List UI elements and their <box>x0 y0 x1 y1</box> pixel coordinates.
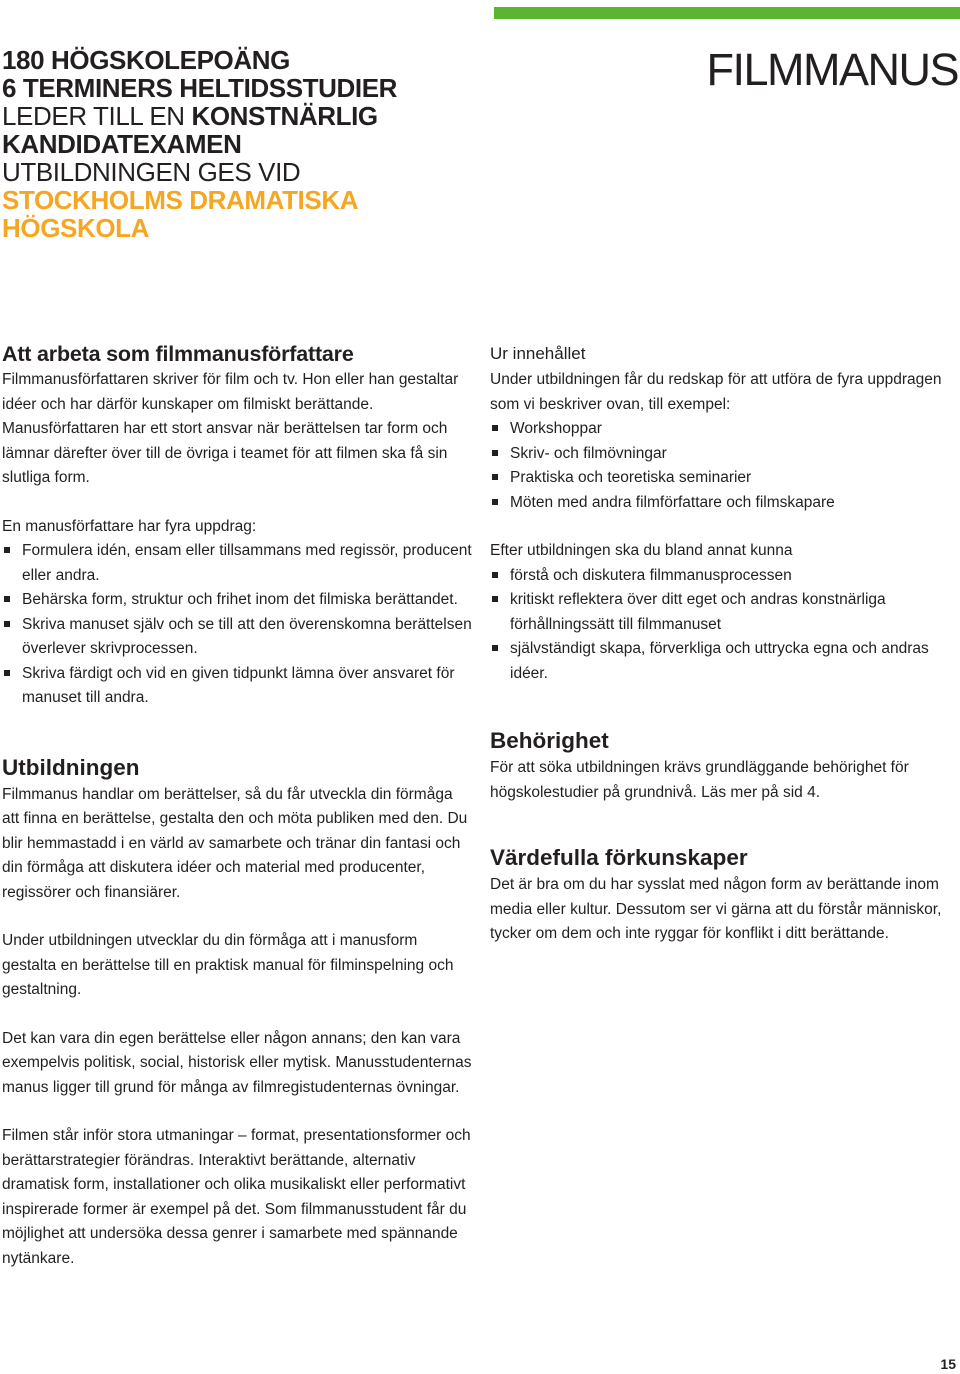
accent-bar <box>494 7 960 19</box>
list-item: förstå och diskutera filmmanusprocessen <box>490 564 958 589</box>
section-heading-prior-knowledge: Värdefulla förkunskaper <box>490 845 748 870</box>
section-paragraph: Filmen står inför stora utmaningar – format, presentationsformer och berättarstrategier förändras. Interaktivt berättande, alternativ dramatisk form, installationer och olika musikaliskt eller performativt inspirerade former är exempel på det. Som filmmanusstudent får du möjlighet att undersöka dessa genrer i samarbete med spännande nytänkare. <box>2 1127 471 1267</box>
school-name-line-2: HÖGSKOLA <box>2 213 150 243</box>
degree-line <box>2 102 462 130</box>
list-item: Möten med andra filmförfattare och filmskapare <box>490 491 958 516</box>
list-item: kritiskt reflektera över ditt eget och andras konstnärliga förhållningssätt till filmmanuset <box>490 588 958 637</box>
list-item: Skriv- och filmövningar <box>490 442 958 467</box>
list-intro: En manusförfattare har fyra uppdrag: <box>2 517 257 535</box>
section-paragraph: Under utbildningen får du redskap för att utföra de fyra uppdragen som vi beskriver ovan, till exempel: <box>490 371 942 413</box>
list-item: Skriva manuset själv och se till att den överenskomna berättelsen överlever skrivprocessen. <box>2 613 472 662</box>
section-paragraph: Filmmanus handlar om berättelser, så du får utveckla din förmåga att finna en berättelse, gestalta den och möta publiken med den. Du blir hemmastadd i en värld av samarbete och tränar din fantasi och din förmåga att diskutera idéer och material med producenter, regissörer och finansiärer. <box>2 785 468 901</box>
content-list <box>490 417 958 515</box>
page-title: FILMMANUS <box>706 44 958 95</box>
section-paragraph: Filmmanusförfattaren skriver för film och tv. Hon eller han gestaltar idéer och har därför kunskaper om filmiskt berättande. Manusförfattaren har ett stort ansvar när berättelsen tar form och lämnar därefter över till de övriga i teamet för att filmen ska få sin slutliga form. <box>2 371 459 486</box>
right-column <box>490 340 958 947</box>
program-facts <box>2 46 462 242</box>
page-number: 15 <box>940 1356 956 1372</box>
degree-line-bold: KONSTNÄRLIG <box>191 101 378 131</box>
credits-line: 180 HÖGSKOLEPOÄNG <box>2 45 290 75</box>
outcome-list <box>490 564 958 687</box>
duration-line: 6 TERMINERS HELTIDSSTUDIER <box>2 73 398 103</box>
list-item: Skriva färdigt och vid en given tidpunkt lämna över ansvaret för manuset till andra. <box>2 662 472 711</box>
list-item: Behärska form, struktur och frihet inom det filmiska berättandet. <box>2 588 472 613</box>
section-paragraph: För att söka utbildningen krävs grundläggande behörighet för högskolestudier på grundnivå. Läs mer på sid 4. <box>490 759 909 801</box>
section-paragraph: Det kan vara din egen berättelse eller någon annans; den kan vara exempelvis politisk, social, historisk eller mytisk. Manusstudenternas manus ligger till grund för många av filmregistudenternas övningar. <box>2 1029 472 1096</box>
degree-name-line: KANDIDATEXAMEN <box>2 129 242 159</box>
list-intro: Efter utbildningen ska du bland annat kunna <box>490 542 793 559</box>
list-item: Formulera idén, ensam eller tillsammans med regissör, producent eller andra. <box>2 539 472 588</box>
degree-line-light: LEDER TILL EN <box>2 101 192 131</box>
list-item: självständigt skapa, förverkliga och uttrycka egna och andras idéer. <box>490 637 958 686</box>
section-paragraph: Det är bra om du har sysslat med någon form av berättande inom media eller kultur. Dessutom ser vi gärna att du förstår människor, tycker om dem och inte ryggar för konflikt i ditt berättande. <box>490 876 942 942</box>
section-heading-eligibility: Behörighet <box>490 728 609 753</box>
list-item: Workshoppar <box>490 417 958 442</box>
list-item: Praktiska och teoretiska seminarier <box>490 466 958 491</box>
school-name-line-1: STOCKHOLMS DRAMATISKA <box>2 185 359 215</box>
section-heading-work: Att arbeta som filmmanusförfattare <box>2 342 354 366</box>
school-intro-line: UTBILDNINGEN GES VID <box>2 157 301 187</box>
section-heading-content: Ur innehållet <box>490 344 586 363</box>
left-column <box>2 340 472 1271</box>
section-heading-education: Utbildningen <box>2 754 140 780</box>
section-paragraph: Under utbildningen utvecklar du din förmåga att i manusform gestalta en berättelse till en praktisk manual för filminspelning och gestaltning. <box>2 932 454 998</box>
task-list <box>2 539 472 711</box>
